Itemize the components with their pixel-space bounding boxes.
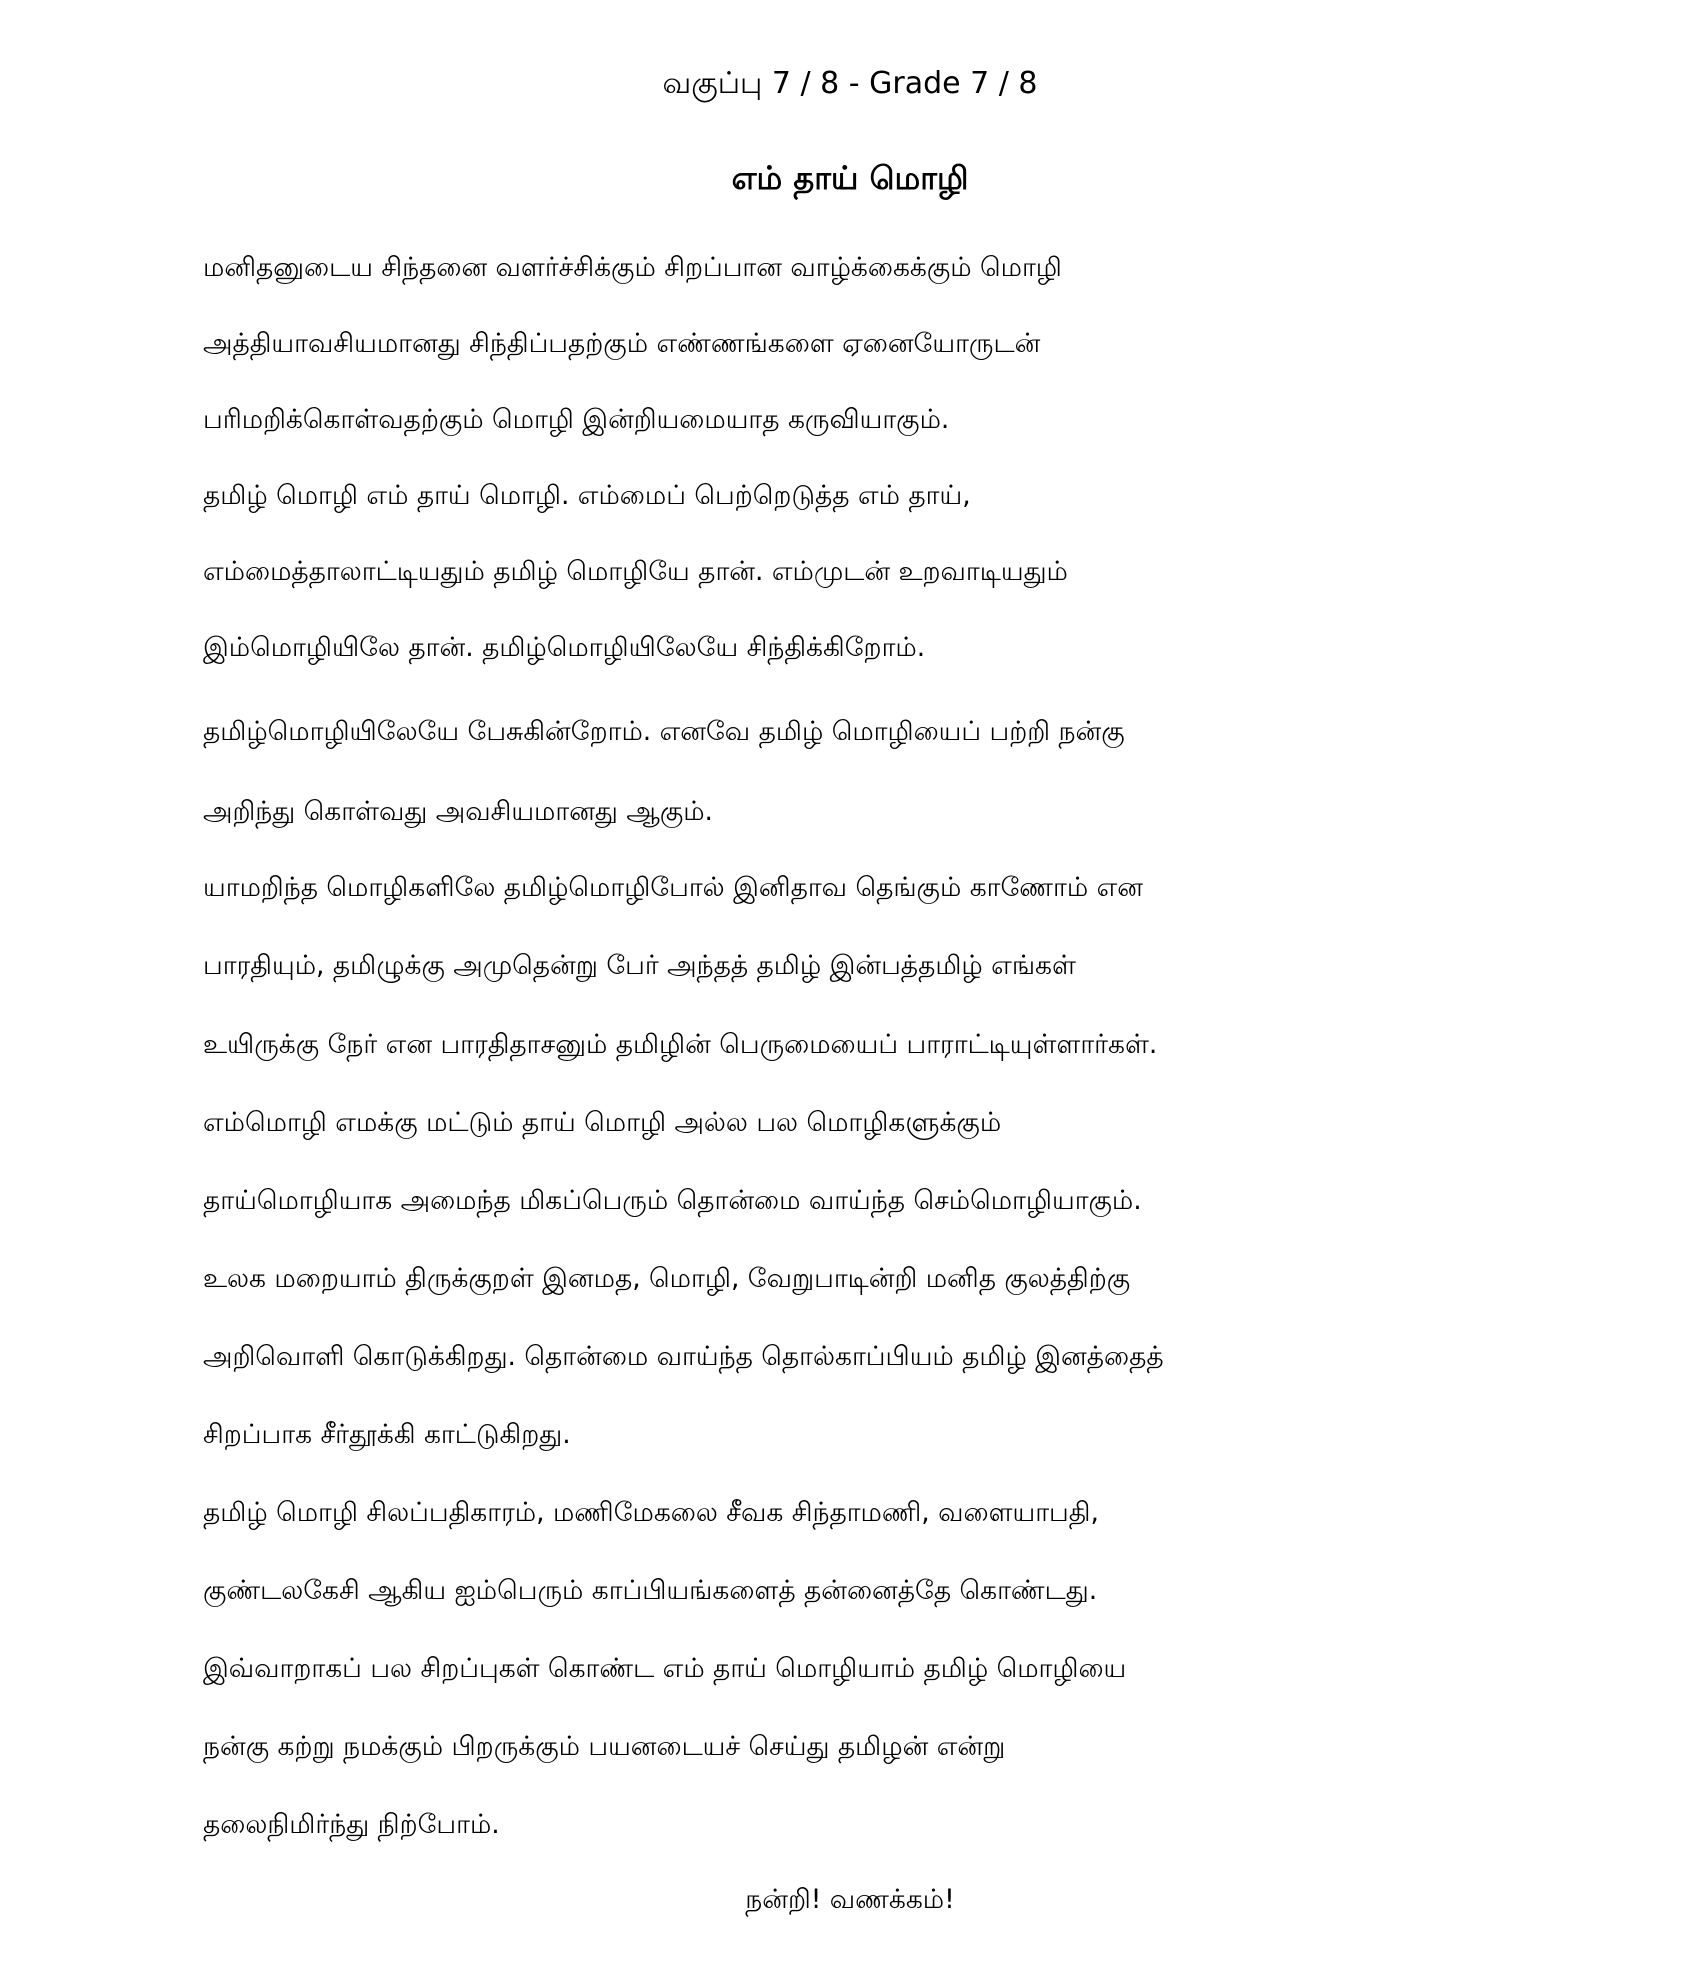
body-line: பரிமறிக்கொள்வதற்கும் மொழி இன்றியமையாத கருவியாகும். [203,404,950,435]
closing-greeting: நன்றி! வணக்கம்! [745,1884,955,1915]
body-line: அறிந்து காெள்வது அவசியமானது ஆகும். [203,796,713,827]
body-line: எம்மொழி எமக்கு மட்டும் தாய் மொழி அல்ல பல மொழிகளுக்கும் [203,1107,1002,1138]
body-line: நன்கு கற்று நமக்கும் பிறருக்கும் பயனடையச் செய்து தமிழன் என்று [203,1731,1006,1762]
body-line: தமிழ் மொழி எம் தாய் மொழி. எம்மைப் பெற்றெடுத்த எம் தாய், [203,480,971,511]
body-line: தாய்மொழியாக அமைந்த மிகப்பெரும் தொன்மை வாய்ந்த செம்மொழியாகும். [203,1185,1142,1216]
body-line: யாமறிந்த மொழிகளிலே தமிழ்மொழிபோல் இனிதாவ தெங்கும் காணோம் என [203,872,1143,903]
body-line: உயிருக்கு நேர் என பாரதிதாசனும் தமிழின் பெருமையைப் பாராட்டியுள்ளார்கள். [203,1029,1158,1060]
page-title: எம் தாய் மொழி [731,159,969,197]
body-line: இவ்வாறாகப் பல சிறப்புகள் கொண்ட எம் தாய் மொழியாம் தமிழ் மொழியை [203,1653,1127,1684]
body-line: தமிழ்மாெழியிலேயே பேசுகின்றாேம். எனவே தமிழ் மொழியைப் பற்றி நன்கு [203,716,1125,747]
body-line: மனிதனுடைய சிந்தனை வளர்ச்சிக்கும் சிறப்பான வாழ்க்கைக்கும் மொழி [203,252,1062,283]
body-line: அத்தியாவசியமானது சிந்திப்பதற்கும் எண்ணங்களை ஏனையோருடன் [203,328,1041,359]
body-line: குண்டலகேசி ஆகிய ஐம்பெரும் காப்பியங்களைத் தன்னைத்தே கொண்டது. [203,1575,1098,1606]
body-line: சிறப்பாக சீர்தூக்கி காட்டுகிறது. [203,1419,571,1450]
body-line: உலக மறையாம் திருக்குறள் இனமத, மொழி, வேறுபாடின்றி மனித குலத்திற்கு [203,1263,1131,1294]
body-line: எம்மைத்தாலாட்டியதும் தமிழ் மொழியே தான். எம்முடன் உறவாடியதும் [203,556,1068,587]
grade-heading: வகுப்பு 7 / 8 - Grade 7 / 8 [662,66,1038,101]
body-line: தலைநிமிர்ந்து நிற்போம். [203,1809,500,1840]
body-line: அறிவொளி கொடுக்கிறது. தொன்மை வாய்ந்த தொல்காப்பியம் தமிழ் இனத்தைத் [203,1341,1164,1372]
body-line: தமிழ் மொழி சிலப்பதிகாரம், மணிமேகலை சீவக சிந்தாமணி, வளையாபதி, [203,1497,1099,1528]
body-line: பாரதியும், தமிழுக்கு அமுதென்று பேர் அந்தத் தமிழ் இன்பத்தமிழ் எங்கள் [203,950,1076,981]
body-line: இம்மொழியிலே தான். தமிழ்மாெழியிலேயே சிந்திக்கிறாேம். [203,632,926,663]
